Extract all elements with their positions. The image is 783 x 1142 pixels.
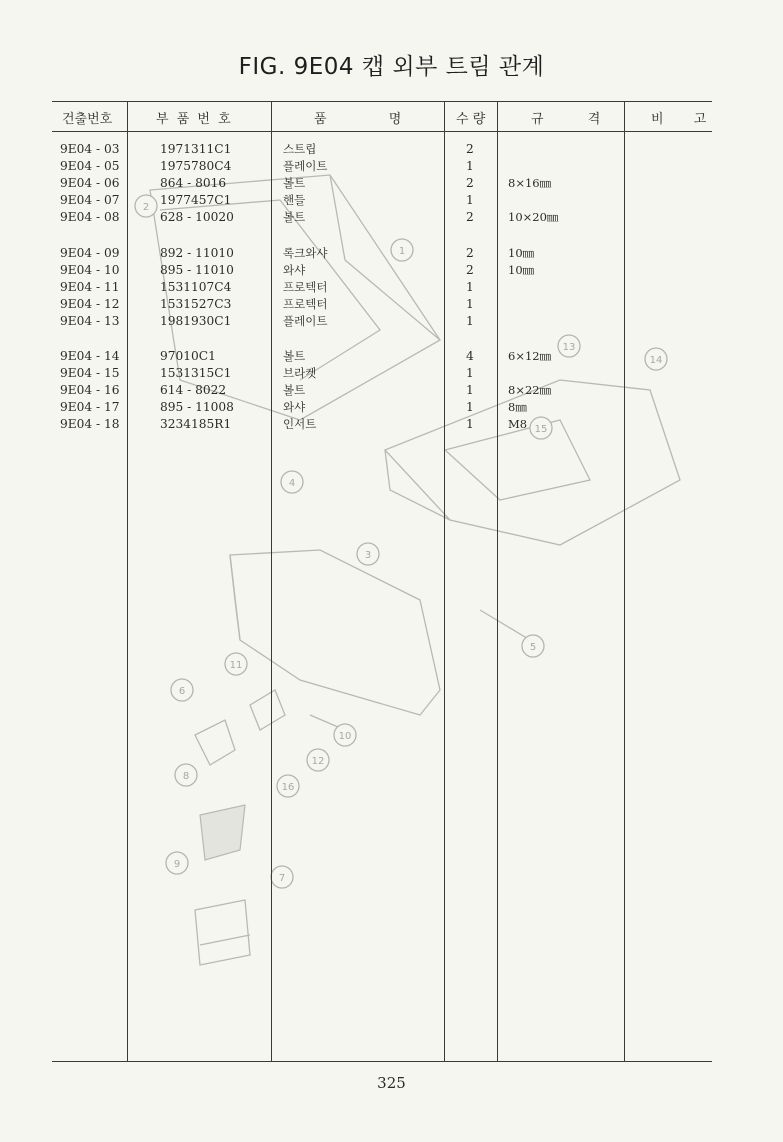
- row-part-no: 1531107C4: [160, 280, 232, 294]
- row-part-no: 3234185R1: [160, 417, 232, 431]
- row-qty: 1: [466, 297, 474, 311]
- row-qty: 4: [466, 349, 474, 363]
- row-part-no: 1531527C3: [160, 297, 232, 311]
- row-part-no: 1977457C1: [160, 193, 232, 207]
- row-qty: 2: [466, 176, 474, 190]
- row-code: 9E04 - 15: [60, 366, 120, 380]
- row-name: 핸들: [283, 193, 306, 207]
- column-divider: [444, 101, 445, 1061]
- callout-label: 11: [229, 660, 243, 671]
- callout-label: 8: [182, 771, 190, 782]
- row-name: 플레이트: [283, 159, 328, 173]
- row-code: 9E04 - 16: [60, 383, 120, 397]
- row-code: 9E04 - 14: [60, 349, 120, 363]
- row-part-no: 97010C1: [160, 349, 216, 363]
- row-qty: 1: [466, 280, 474, 294]
- row-part-no: 628 - 10020: [160, 210, 234, 224]
- header-code: 건출번호: [62, 112, 113, 127]
- callout-label: 6: [178, 686, 186, 697]
- callout-label: 10: [338, 731, 352, 742]
- row-code: 9E04 - 17: [60, 400, 120, 414]
- row-spec: 10×20㎜: [508, 210, 559, 224]
- row-qty: 1: [466, 159, 474, 173]
- row-part-no: 892 - 11010: [160, 246, 234, 260]
- row-code: 9E04 - 10: [60, 263, 120, 277]
- row-part-no: 895 - 11010: [160, 263, 234, 277]
- row-qty: 2: [466, 246, 474, 260]
- row-name: 스트립: [283, 142, 317, 156]
- callout-label: 4: [288, 478, 296, 489]
- row-qty: 2: [466, 263, 474, 277]
- row-code: 9E04 - 03: [60, 142, 120, 156]
- header-qty: 수 량: [456, 112, 486, 127]
- row-spec: 10㎜: [508, 263, 535, 277]
- row-code: 9E04 - 11: [60, 280, 120, 294]
- row-spec: M8: [508, 417, 528, 431]
- row-qty: 1: [466, 366, 474, 380]
- column-divider: [271, 101, 272, 1061]
- row-name: 프로텍터: [283, 297, 328, 311]
- callout-label: 12: [311, 756, 325, 767]
- row-name: 볼트: [283, 176, 306, 190]
- row-part-no: 864 - 8016: [160, 176, 227, 190]
- callout-label: 5: [529, 642, 537, 653]
- column-divider: [497, 101, 498, 1061]
- callout-label: 15: [534, 424, 548, 435]
- callout-label: 14: [649, 355, 663, 366]
- row-spec: 8㎜: [508, 400, 527, 414]
- row-name: 볼트: [283, 349, 306, 363]
- table-header-border: [52, 131, 712, 132]
- header-spec: 규 격: [531, 112, 601, 127]
- row-code: 9E04 - 07: [60, 193, 120, 207]
- row-qty: 2: [466, 142, 474, 156]
- row-part-no: 614 - 8022: [160, 383, 227, 397]
- table-bottom-border: [52, 1061, 712, 1062]
- header-name: 품 명: [314, 112, 402, 127]
- row-name: 프로텍터: [283, 280, 328, 294]
- callout-label: 16: [281, 782, 295, 793]
- row-code: 9E04 - 09: [60, 246, 120, 260]
- callout-label: 7: [278, 873, 286, 884]
- row-qty: 1: [466, 383, 474, 397]
- header-part-no: 부 품 번 호: [156, 112, 233, 127]
- row-part-no: 1975780C4: [160, 159, 232, 173]
- row-name: 볼트: [283, 383, 306, 397]
- callout-label: 9: [173, 859, 181, 870]
- row-code: 9E04 - 08: [60, 210, 120, 224]
- column-divider: [127, 101, 128, 1061]
- row-part-no: 1971311C1: [160, 142, 232, 156]
- row-spec: 8×16㎜: [508, 176, 552, 190]
- row-name: 볼트: [283, 210, 306, 224]
- table-top-border: [52, 101, 712, 102]
- row-code: 9E04 - 06: [60, 176, 120, 190]
- row-name: 와샤: [283, 263, 306, 277]
- callout-label: 13: [562, 342, 576, 353]
- page-number: 325: [377, 1074, 406, 1092]
- row-name: 와샤: [283, 400, 306, 414]
- row-part-no: 1981930C1: [160, 314, 232, 328]
- row-spec: 8×22㎜: [508, 383, 552, 397]
- column-divider: [624, 101, 625, 1061]
- figure-title: FIG. 9E04 캡 외부 트림 관계: [238, 54, 545, 80]
- row-code: 9E04 - 05: [60, 159, 120, 173]
- row-qty: 1: [466, 417, 474, 431]
- row-code: 9E04 - 13: [60, 314, 120, 328]
- row-spec: 10㎜: [508, 246, 535, 260]
- row-spec: 6×12㎜: [508, 349, 552, 363]
- callout-label: 1: [398, 246, 406, 257]
- row-name: 플레이트: [283, 314, 328, 328]
- row-code: 9E04 - 12: [60, 297, 120, 311]
- row-part-no: 1531315C1: [160, 366, 232, 380]
- callout-label: 3: [364, 550, 372, 561]
- row-name: 록크와샤: [283, 246, 328, 260]
- row-name: 인서트: [283, 417, 317, 431]
- row-qty: 1: [466, 193, 474, 207]
- row-part-no: 895 - 11008: [160, 400, 234, 414]
- row-name: 브라켓: [283, 366, 317, 380]
- callout-label: 2: [142, 202, 150, 213]
- header-note: 비 고: [651, 112, 707, 127]
- row-qty: 1: [466, 314, 474, 328]
- row-qty: 1: [466, 400, 474, 414]
- row-qty: 2: [466, 210, 474, 224]
- row-code: 9E04 - 18: [60, 417, 120, 431]
